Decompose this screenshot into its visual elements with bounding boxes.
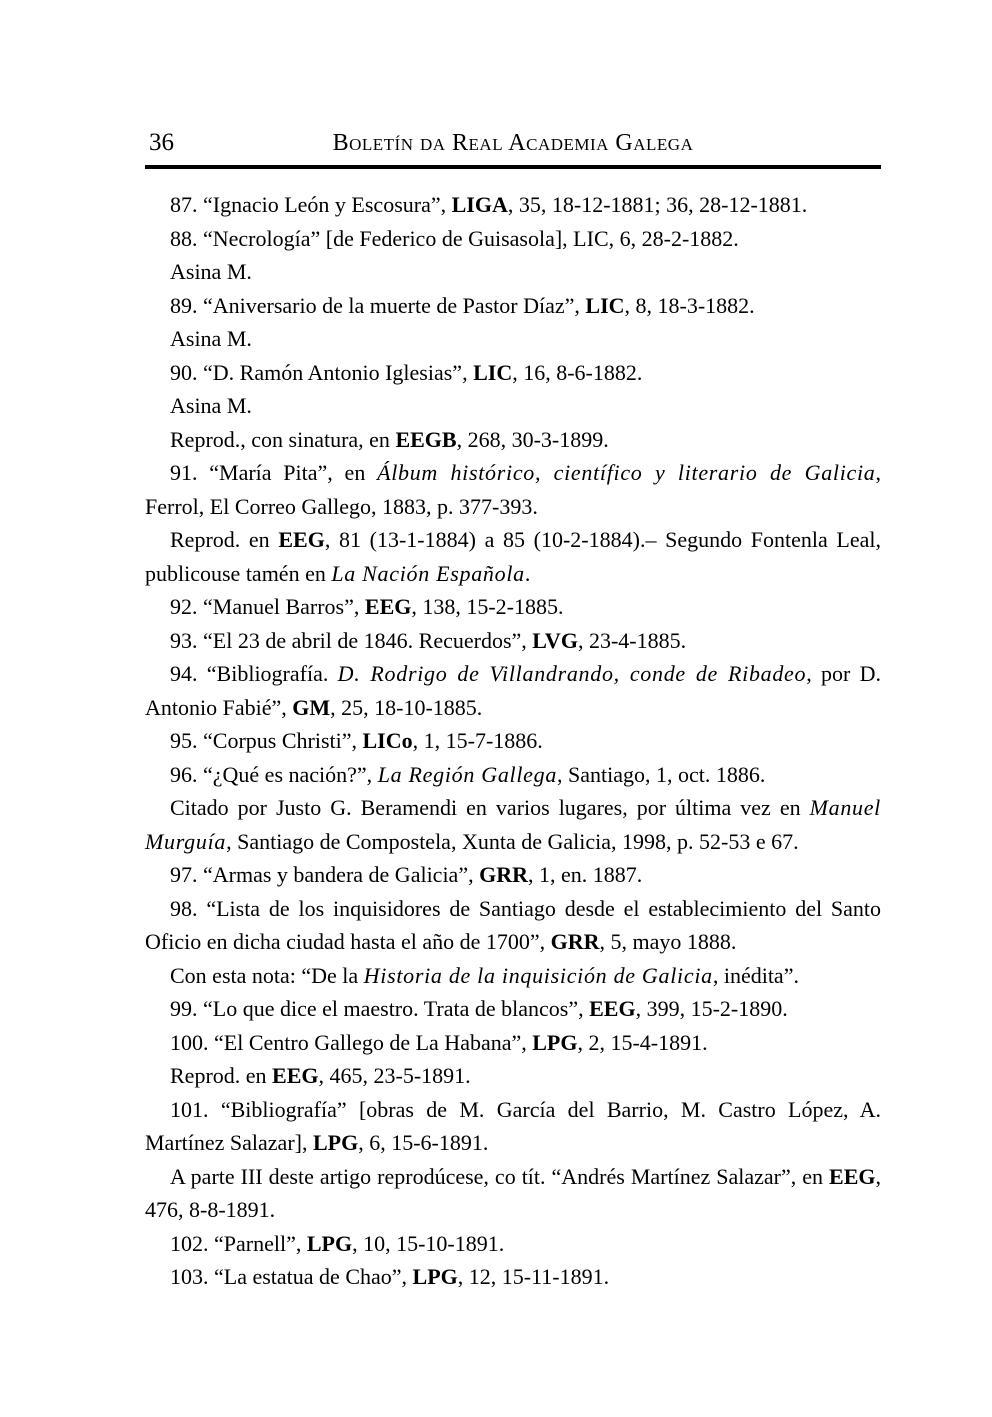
bib-entry — [145, 992, 881, 1026]
journal-abbrev: LICo — [362, 728, 413, 753]
bib-entry — [145, 1260, 881, 1294]
bib-entry — [145, 188, 881, 222]
bib-entry — [145, 389, 881, 423]
bib-entry — [145, 423, 881, 457]
entry-text: , por D. Antonio Fabié”, — [145, 661, 881, 720]
entry-text: 99. “Lo que dice el maestro. Trata de blancos”, — [170, 996, 590, 1021]
journal-abbrev: LIC — [585, 292, 625, 318]
bib-entry — [145, 892, 881, 959]
bib-entry — [145, 624, 881, 658]
entry-text: Reprod., con sinatura, en — [170, 426, 396, 452]
text-column — [145, 0, 881, 1294]
journal-abbrev: EEG — [272, 1063, 319, 1088]
entry-text: 94. “Bibliografía. — [170, 661, 338, 686]
work-title: Manuel Murguía — [145, 795, 881, 854]
entry-text: Asina M. — [170, 393, 252, 418]
entry-text: A parte III deste artigo reprodúcese, co tít. “Andrés Martínez Salazar”, en — [170, 1163, 830, 1189]
work-title: Álbum histórico, científico y literario de Galicia — [377, 460, 876, 485]
bib-entry — [145, 289, 881, 323]
entry-text: , 6, 15-6-1891. — [358, 1130, 489, 1155]
journal-abbrev: EEG — [589, 996, 636, 1021]
bib-entry — [145, 590, 881, 624]
entry-text: , 1, en. 1887. — [527, 862, 643, 887]
bib-entry — [145, 1093, 881, 1160]
entry-text: , Santiago, 1, oct. 1886. — [557, 761, 766, 787]
bibliography-list — [145, 188, 881, 1294]
bib-entry — [145, 657, 881, 724]
bib-entry — [145, 758, 881, 792]
bib-entry — [145, 791, 881, 858]
entry-text: , 399, 15-2-1890. — [635, 996, 788, 1021]
entry-text: 93. “El 23 de abril de 1846. Recuerdos”, — [170, 627, 533, 653]
entry-text: Citado por Justo G. Beramendi en varios lugares, por última vez en — [170, 795, 810, 820]
entry-text: , 35, 18-12-1881; 36, 28-12-1881. — [507, 192, 808, 217]
entry-text: , 12, 15-11-1891. — [457, 1264, 610, 1289]
entry-text: 98. “Lista de los inquisidores de Santiago desde el establecimiento del Santo Oficio en dicha ciudad hasta el año de 1700”, — [145, 895, 881, 954]
journal-abbrev: LIC — [473, 359, 513, 385]
bib-entry — [145, 222, 881, 256]
bib-entry — [145, 523, 881, 590]
journal-abbrev: GRR — [550, 929, 600, 954]
journal-abbrev: GRR — [479, 862, 528, 887]
entry-text: Reprod. en — [170, 527, 279, 552]
entry-text: , 23-4-1885. — [577, 627, 687, 653]
page-number: 36 — [149, 129, 174, 156]
entry-text: , 465, 23-5-1891. — [318, 1063, 471, 1088]
entry-text: , 2, 15-4-1891. — [577, 1029, 708, 1055]
entry-text: 97. “Armas y bandera de Galicia”, — [170, 862, 480, 887]
journal-abbrev: EEGB — [395, 426, 457, 452]
entry-text: , 10, 15-10-1891. — [352, 1230, 505, 1256]
entry-text: 90. “D. Ramón Antonio Iglesias”, — [170, 359, 474, 385]
entry-text: , 5, mayo 1888. — [599, 929, 737, 954]
entry-text: Reprod. en — [170, 1063, 273, 1088]
page-header — [145, 128, 881, 160]
entry-text: , 25, 18-10-1885. — [330, 694, 483, 720]
journal-abbrev: LPG — [532, 1029, 578, 1055]
bib-entry — [145, 959, 881, 993]
work-title: D. Rodrigo de Villandrando, conde de Ribadeo — [337, 661, 807, 686]
entry-text: Asina M. — [170, 259, 252, 284]
journal-abbrev: LPG — [312, 1130, 359, 1155]
journal-abbrev: EEG — [829, 1163, 876, 1189]
journal-abbrev: EEG — [364, 594, 412, 619]
entry-text: 101. “Bibliografía” [obras de M. García del Barrio, M. Castro López, A. Martínez Salazar], — [145, 1096, 881, 1155]
entry-text: , 16, 8-6-1882. — [512, 359, 643, 385]
bib-entry — [145, 858, 881, 892]
bib-entry — [145, 322, 881, 356]
journal-abbrev: LPG — [412, 1264, 458, 1289]
bib-entry — [145, 1227, 881, 1261]
entry-text: 91. “María Pita”, en — [170, 460, 378, 485]
entry-text: 96. “¿Qué es nación?”, — [170, 761, 378, 787]
entry-text: , Santiago de Compostela, Xunta de Galicia, 1998, p. 52-53 e 67. — [226, 828, 799, 854]
entry-text: 100. “El Centro Gallego de La Habana”, — [170, 1029, 533, 1055]
entry-text: 87. “Ignacio León y Escosura”, — [170, 192, 452, 217]
bib-entry — [145, 724, 881, 758]
bib-entry — [145, 1026, 881, 1060]
bib-entry — [145, 255, 881, 289]
entry-text: , inédita”. — [712, 962, 799, 988]
entry-text: 103. “La estatua de Chao”, — [170, 1264, 413, 1289]
work-title: La Región Gallega — [377, 761, 558, 787]
entry-text: Asina M. — [170, 326, 252, 351]
journal-abbrev: LPG — [306, 1230, 353, 1256]
bib-entry — [145, 356, 881, 390]
entry-text: , Ferrol, El Correo Gallego, 1883, p. 377-393. — [145, 460, 881, 519]
running-title: Boletín da Real Academia Galega — [332, 130, 694, 156]
entry-text: , 8, 18-3-1882. — [624, 292, 755, 318]
bib-entry — [145, 456, 881, 523]
entry-text: . — [524, 560, 531, 586]
entry-text: Con esta nota: “De la — [170, 962, 364, 988]
entry-text: , 138, 15-2-1885. — [411, 594, 564, 619]
journal-abbrev: EEG — [278, 527, 325, 552]
entry-text: 88. “Necrología” [de Federico de Guisasola], LIC, 6, 28-2-1882. — [170, 225, 739, 251]
bib-entry — [145, 1160, 881, 1227]
entry-text: 102. “Parnell”, — [170, 1230, 307, 1256]
entry-text: 92. “Manuel Barros”, — [170, 594, 365, 619]
bib-entry — [145, 1059, 881, 1093]
work-title: Historia de la inquisición de Galicia — [363, 962, 713, 988]
entry-text: 89. “Aniversario de la muerte de Pastor Díaz”, — [170, 292, 586, 318]
entry-text: , 1, 15-7-1886. — [412, 728, 543, 753]
entry-text: , 81 (13-1-1884) a 85 (10-2-1884).– Segundo Fontenla Leal, publicouse tamén en — [145, 527, 881, 586]
entry-text: , 476, 8-8-1891. — [145, 1163, 881, 1222]
journal-abbrev: GM — [292, 694, 331, 720]
journal-abbrev: LIGA — [451, 192, 508, 217]
work-title: La Nación Española — [331, 560, 525, 586]
entry-text: , 268, 30-3-1899. — [456, 426, 609, 452]
journal-abbrev: LVG — [532, 627, 578, 653]
header-rule — [145, 165, 881, 169]
entry-text: 95. “Corpus Christi”, — [170, 728, 363, 753]
